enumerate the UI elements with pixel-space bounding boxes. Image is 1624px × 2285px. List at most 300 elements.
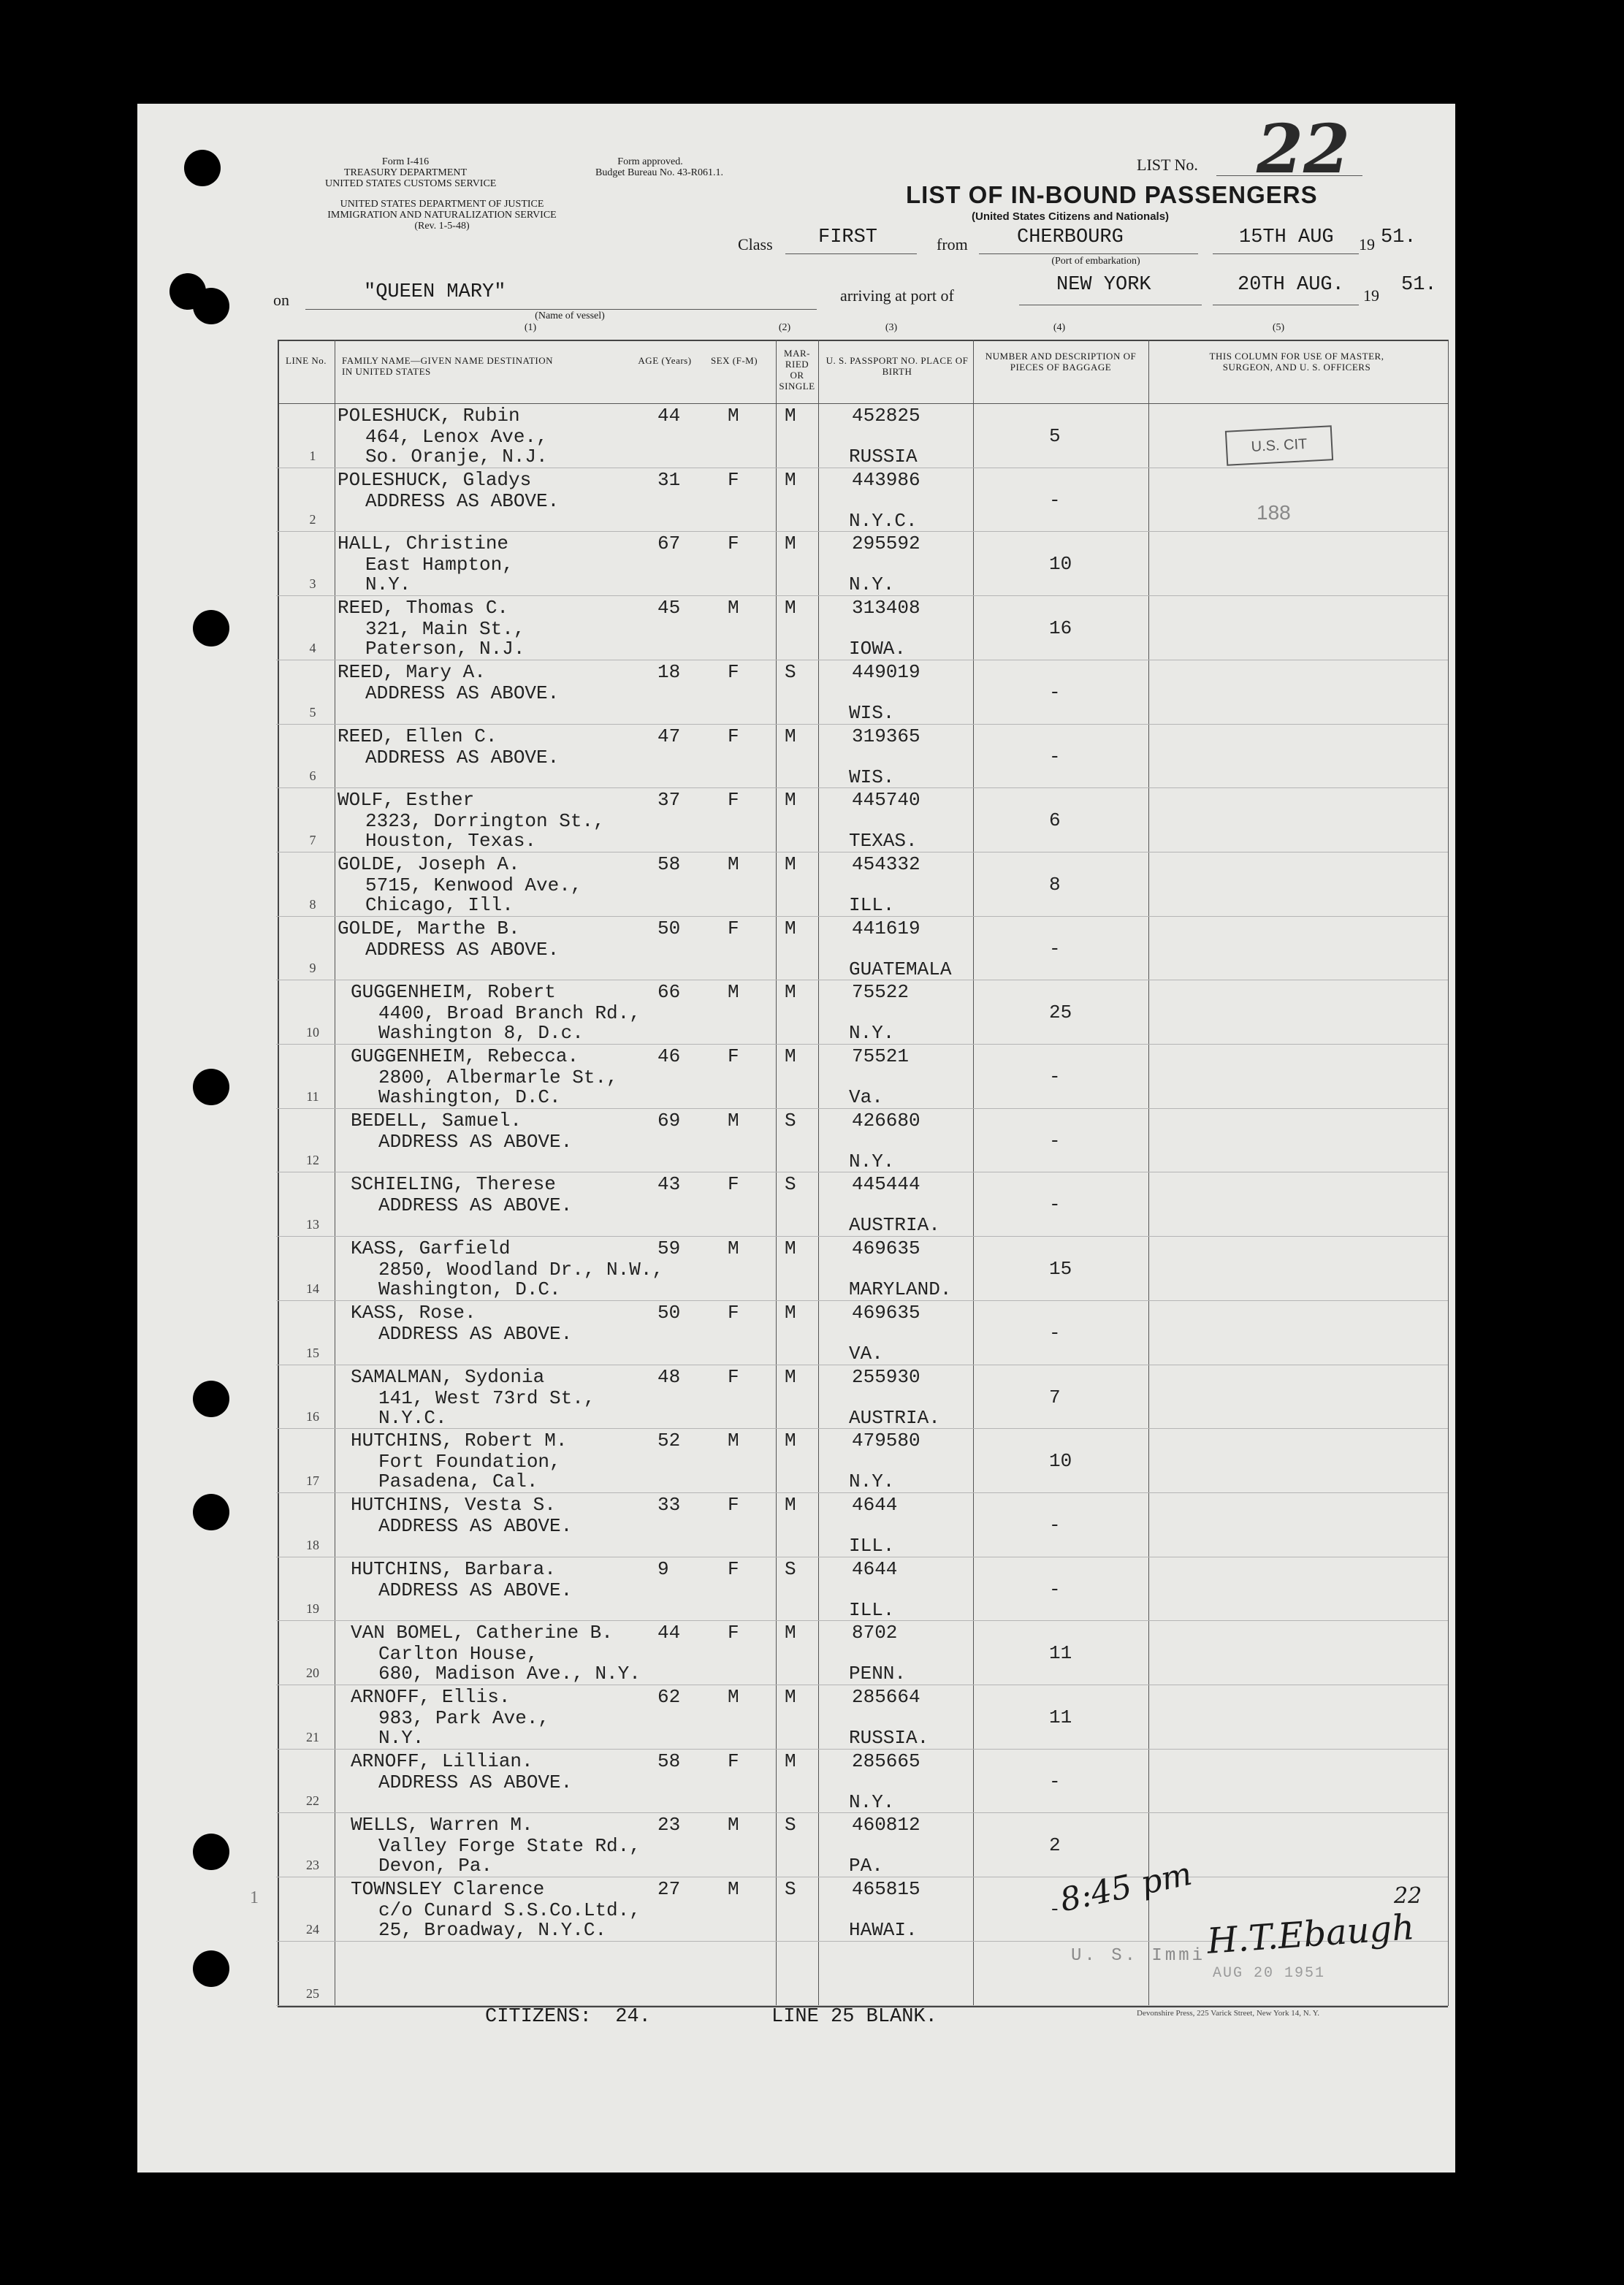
budget-bureau: Budget Bureau No. 43-R061.1. bbox=[595, 167, 723, 178]
passenger-address: Washington, D.C. bbox=[378, 1278, 561, 1300]
passenger-sex: F bbox=[728, 1366, 739, 1388]
passenger-age: 66 bbox=[657, 981, 681, 1003]
passenger-address: N.Y. bbox=[378, 1727, 424, 1749]
place-of-birth: AUSTRIA. bbox=[849, 1407, 940, 1429]
vessel-name: "QUEEN MARY" bbox=[364, 281, 506, 303]
passenger-name: SAMALMAN, Sydonia bbox=[351, 1366, 545, 1388]
passenger-name: GUGGENHEIM, Robert bbox=[351, 981, 556, 1003]
baggage-count: 10 bbox=[1049, 553, 1072, 575]
line-number: 13 bbox=[306, 1217, 319, 1232]
passenger-name: REED, Mary A. bbox=[338, 661, 486, 683]
passenger-address: ADDRESS AS ABOVE. bbox=[378, 1579, 573, 1601]
place-of-birth: WIS. bbox=[849, 766, 895, 788]
passenger-age: 45 bbox=[657, 597, 681, 619]
passenger-address: Fort Foundation, bbox=[378, 1451, 561, 1473]
passenger-sex: F bbox=[728, 1622, 739, 1644]
immigration-stamp: U. S. Immi bbox=[1071, 1946, 1206, 1966]
passenger-age: 23 bbox=[657, 1814, 681, 1836]
line-number: 17 bbox=[306, 1473, 319, 1488]
place-of-birth: WIS. bbox=[849, 702, 895, 724]
passenger-marital: M bbox=[785, 469, 796, 491]
handwritten-number: 22 bbox=[1394, 1883, 1422, 1909]
line-number: 25 bbox=[306, 1986, 319, 2001]
baggage-count: 15 bbox=[1049, 1258, 1072, 1280]
line-number: 5 bbox=[309, 705, 316, 720]
place-of-birth: IOWA. bbox=[849, 638, 907, 660]
header-officers: THIS COLUMN FOR USE OF MASTER, SURGEON, AND U. S. OFFICERS bbox=[1209, 351, 1384, 373]
line-number: 14 bbox=[306, 1281, 319, 1296]
passenger-age: 46 bbox=[657, 1045, 681, 1067]
line-number: 3 bbox=[309, 576, 316, 591]
passenger-sex: F bbox=[728, 1558, 739, 1580]
passenger-address: 464, Lenox Ave., bbox=[365, 426, 548, 448]
baggage-count: 11 bbox=[1049, 1706, 1072, 1728]
passenger-sex: M bbox=[728, 405, 739, 427]
passenger-marital: M bbox=[785, 725, 796, 747]
passenger-age: 47 bbox=[657, 725, 681, 747]
header-name: FAMILY NAME—GIVEN NAME DESTINATION IN UNITED STATES bbox=[342, 355, 554, 377]
passenger-age: 33 bbox=[657, 1494, 681, 1516]
on-label: on bbox=[273, 291, 289, 309]
passenger-name: SCHIELING, Therese bbox=[351, 1173, 556, 1195]
baggage-count: 25 bbox=[1049, 1002, 1072, 1023]
passport-number: 445740 bbox=[852, 789, 920, 811]
passenger-address: Houston, Texas. bbox=[365, 830, 537, 852]
class-value: FIRST bbox=[818, 226, 878, 248]
passenger-name: HUTCHINS, Vesta S. bbox=[351, 1494, 556, 1516]
passenger-marital: S bbox=[785, 1878, 796, 1900]
passenger-marital: M bbox=[785, 981, 796, 1003]
passenger-sex: F bbox=[728, 789, 739, 811]
passenger-address: Washington, D.C. bbox=[378, 1086, 561, 1108]
place-of-birth: N.Y. bbox=[849, 1022, 895, 1044]
passenger-address: 321, Main St., bbox=[365, 618, 525, 640]
passenger-name: GOLDE, Joseph A. bbox=[338, 853, 520, 875]
place-of-birth: PA. bbox=[849, 1855, 883, 1877]
passenger-age: 18 bbox=[657, 661, 681, 683]
passenger-name: HUTCHINS, Robert M. bbox=[351, 1430, 568, 1452]
binder-hole bbox=[193, 1834, 229, 1870]
line-number: 11 bbox=[306, 1089, 319, 1104]
vessel-underline bbox=[305, 309, 817, 310]
col-number: (1) bbox=[524, 322, 537, 333]
passenger-address: Paterson, N.J. bbox=[365, 638, 525, 660]
place-of-birth: HAWAI. bbox=[849, 1919, 918, 1941]
passenger-marital: S bbox=[785, 1814, 796, 1836]
baggage-count: 7 bbox=[1049, 1386, 1061, 1408]
line-number: 16 bbox=[306, 1409, 319, 1424]
line-number: 9 bbox=[309, 961, 316, 975]
baggage-count: - bbox=[1049, 1066, 1061, 1088]
passenger-address: 2850, Woodland Dr., N.W., bbox=[378, 1259, 664, 1281]
side-mark: 1 bbox=[250, 1888, 259, 1907]
passenger-address: Pasadena, Cal. bbox=[378, 1470, 538, 1492]
col-number: (5) bbox=[1272, 322, 1285, 333]
passenger-marital: M bbox=[785, 1302, 796, 1324]
baggage-count: - bbox=[1049, 938, 1061, 960]
passenger-sex: M bbox=[728, 853, 739, 875]
passport-number: 479580 bbox=[852, 1430, 920, 1452]
passport-number: 469635 bbox=[852, 1302, 920, 1324]
passenger-address: 680, Madison Ave., N.Y. bbox=[378, 1663, 641, 1685]
revision: (Rev. 1-5-48) bbox=[414, 221, 470, 232]
passenger-address: 141, West 73rd St., bbox=[378, 1387, 595, 1409]
class-label: Class bbox=[738, 235, 773, 253]
col-number: (2) bbox=[778, 322, 791, 333]
passenger-age: 9 bbox=[657, 1558, 669, 1580]
treasury-dept: TREASURY DEPARTMENT bbox=[343, 167, 468, 178]
place-of-birth: N.Y. bbox=[849, 1791, 895, 1813]
header-sex: SEX (F-M) bbox=[710, 355, 758, 366]
passport-number: 8702 bbox=[852, 1622, 898, 1644]
passenger-address: N.Y.C. bbox=[378, 1407, 447, 1429]
passenger-sex: F bbox=[728, 661, 739, 683]
stamp-number: 188 bbox=[1257, 501, 1291, 524]
passenger-sex: M bbox=[728, 1814, 739, 1836]
depart-date: 15TH AUG bbox=[1239, 226, 1334, 248]
passenger-name: KASS, Garfield bbox=[351, 1237, 511, 1259]
passenger-marital: M bbox=[785, 1750, 796, 1772]
table-header-border bbox=[278, 403, 1448, 404]
baggage-count: 10 bbox=[1049, 1450, 1072, 1472]
passenger-age: 27 bbox=[657, 1878, 681, 1900]
passport-number: 426680 bbox=[852, 1110, 920, 1132]
depart-date-underline bbox=[1213, 253, 1359, 254]
passport-number: 454332 bbox=[852, 853, 920, 875]
passport-number: 313408 bbox=[852, 597, 920, 619]
depart-year: 51. bbox=[1381, 226, 1417, 248]
passenger-sex: M bbox=[728, 1110, 739, 1132]
passenger-age: 50 bbox=[657, 1302, 681, 1324]
passport-number: 75522 bbox=[852, 981, 910, 1003]
col-divider bbox=[818, 340, 819, 2006]
passenger-age: 67 bbox=[657, 533, 681, 554]
passenger-name: WELLS, Warren M. bbox=[351, 1814, 533, 1836]
passenger-sex: F bbox=[728, 1494, 739, 1516]
passenger-name: VAN BOMEL, Catherine B. bbox=[351, 1622, 613, 1644]
line-number: 18 bbox=[306, 1538, 319, 1552]
passenger-sex: M bbox=[728, 1237, 739, 1259]
passenger-address: 2800, Albermarle St., bbox=[378, 1067, 618, 1088]
officer-signature: H.T.Ebaugh bbox=[1205, 1907, 1416, 1962]
baggage-count: - bbox=[1049, 489, 1061, 511]
passenger-address: ADDRESS AS ABOVE. bbox=[378, 1515, 573, 1537]
line-number: 12 bbox=[306, 1153, 319, 1167]
col-number: (4) bbox=[1053, 322, 1066, 333]
passenger-sex: F bbox=[728, 1302, 739, 1324]
passenger-address: ADDRESS AS ABOVE. bbox=[378, 1131, 573, 1153]
vessel-label: (Name of vessel) bbox=[535, 310, 605, 321]
passenger-age: 44 bbox=[657, 1622, 681, 1644]
baggage-count: - bbox=[1049, 1579, 1061, 1601]
baggage-count: - bbox=[1049, 746, 1061, 768]
handwritten-time: 8:45 pm bbox=[1056, 1855, 1195, 1920]
passenger-name: ARNOFF, Ellis. bbox=[351, 1686, 511, 1708]
col-divider bbox=[973, 340, 974, 2006]
passenger-address: ADDRESS AS ABOVE. bbox=[365, 682, 560, 704]
passenger-name: WOLF, Esther bbox=[338, 789, 475, 811]
col-divider bbox=[1448, 340, 1449, 2006]
us-cit-stamp: U.S. CIT bbox=[1225, 425, 1333, 466]
embark-label: (Port of embarkation) bbox=[1051, 256, 1140, 267]
form-approved: Form approved. bbox=[617, 156, 683, 167]
passenger-address: 25, Broadway, N.Y.C. bbox=[378, 1919, 607, 1941]
passenger-name: POLESHUCK, Gladys bbox=[338, 469, 532, 491]
place-of-birth: N.Y. bbox=[849, 1151, 895, 1172]
passenger-age: 58 bbox=[657, 1750, 681, 1772]
row-separator bbox=[276, 916, 1448, 917]
date-stamp: AUG 20 1951 bbox=[1213, 1965, 1326, 1982]
arrive-year: 51. bbox=[1401, 274, 1437, 296]
header-age: AGE (Years) bbox=[638, 355, 692, 366]
passenger-age: 62 bbox=[657, 1686, 681, 1708]
baggage-count: - bbox=[1049, 1771, 1061, 1793]
row-separator bbox=[276, 1044, 1448, 1045]
passenger-age: 50 bbox=[657, 918, 681, 939]
passenger-marital: M bbox=[785, 405, 796, 427]
place-of-birth: AUSTRIA. bbox=[849, 1214, 940, 1236]
baggage-count: - bbox=[1049, 682, 1061, 703]
passport-number: 4644 bbox=[852, 1558, 898, 1580]
col-number: (3) bbox=[885, 322, 898, 333]
form-number: Form I-416 bbox=[381, 156, 430, 167]
passenger-age: 44 bbox=[657, 405, 681, 427]
passenger-address: ADDRESS AS ABOVE. bbox=[378, 1194, 573, 1216]
passenger-marital: M bbox=[785, 918, 796, 939]
binder-hole bbox=[193, 1950, 229, 1987]
arrive-year-prefix: 19 bbox=[1363, 286, 1379, 305]
passenger-marital: M bbox=[785, 1686, 796, 1708]
binder-hole bbox=[193, 1069, 229, 1105]
list-no-value: 22 bbox=[1257, 110, 1351, 188]
justice-dept: UNITED STATES DEPARTMENT OF JUSTICE bbox=[340, 199, 544, 210]
line-number: 22 bbox=[306, 1793, 319, 1808]
passenger-sex: F bbox=[728, 469, 739, 491]
line-number: 24 bbox=[306, 1922, 319, 1937]
from-underline bbox=[979, 253, 1198, 254]
passport-number: 255930 bbox=[852, 1366, 920, 1388]
passenger-address: Washington 8, D.c. bbox=[378, 1022, 584, 1044]
line-number: 8 bbox=[309, 897, 316, 912]
binder-hole bbox=[193, 1494, 229, 1530]
passenger-marital: M bbox=[785, 1045, 796, 1067]
passenger-marital: M bbox=[785, 1430, 796, 1452]
baggage-count: - bbox=[1049, 1322, 1061, 1344]
passenger-marital: M bbox=[785, 1494, 796, 1516]
line-number: 23 bbox=[306, 1858, 319, 1872]
arrival-port: NEW YORK bbox=[1056, 274, 1151, 296]
place-of-birth: ILL. bbox=[849, 1599, 895, 1621]
line-number: 2 bbox=[309, 512, 316, 527]
passenger-marital: M bbox=[785, 789, 796, 811]
passenger-address: ADDRESS AS ABOVE. bbox=[365, 747, 560, 768]
table-top-border bbox=[278, 340, 1448, 341]
row-separator bbox=[276, 1492, 1448, 1493]
passenger-address: ADDRESS AS ABOVE. bbox=[378, 1323, 573, 1345]
passport-number: 469635 bbox=[852, 1237, 920, 1259]
passenger-address: So. Oranje, N.J. bbox=[365, 446, 548, 468]
place-of-birth: N.Y.C. bbox=[849, 510, 918, 532]
passenger-name: REED, Thomas C. bbox=[338, 597, 509, 619]
passenger-marital: M bbox=[785, 597, 796, 619]
arriving-label: arriving at port of bbox=[840, 286, 954, 305]
passenger-sex: M bbox=[728, 981, 739, 1003]
place-of-birth: VA. bbox=[849, 1343, 883, 1365]
passenger-age: 37 bbox=[657, 789, 681, 811]
passenger-marital: M bbox=[785, 533, 796, 554]
passenger-sex: F bbox=[728, 1045, 739, 1067]
place-of-birth: MARYLAND. bbox=[849, 1278, 952, 1300]
passenger-marital: M bbox=[785, 1622, 796, 1644]
passenger-marital: M bbox=[785, 1237, 796, 1259]
passenger-address: Devon, Pa. bbox=[378, 1855, 493, 1877]
passenger-sex: M bbox=[728, 1878, 739, 1900]
place-of-birth: GUATEMALA bbox=[849, 958, 952, 980]
passport-number: 285664 bbox=[852, 1686, 920, 1708]
place-of-birth: TEXAS. bbox=[849, 830, 918, 852]
baggage-count: - bbox=[1049, 1514, 1061, 1536]
passenger-name: KASS, Rose. bbox=[351, 1302, 476, 1324]
passport-number: 295592 bbox=[852, 533, 920, 554]
passport-number: 75521 bbox=[852, 1045, 910, 1067]
form-subtitle: (United States Citizens and Nationals) bbox=[972, 210, 1170, 223]
place-of-birth: N.Y. bbox=[849, 573, 895, 595]
place-of-birth: RUSSIA. bbox=[849, 1727, 929, 1749]
passenger-sex: M bbox=[728, 1430, 739, 1452]
row-separator bbox=[276, 724, 1448, 725]
passport-number: 460812 bbox=[852, 1814, 920, 1836]
passenger-name: GOLDE, Marthe B. bbox=[338, 918, 520, 939]
passenger-address: 2323, Dorrington St., bbox=[365, 810, 605, 832]
passenger-address: ADDRESS AS ABOVE. bbox=[365, 490, 560, 512]
line-number: 7 bbox=[309, 833, 316, 847]
col-divider bbox=[278, 340, 279, 2006]
line-number: 6 bbox=[309, 768, 316, 783]
passenger-marital: S bbox=[785, 661, 796, 683]
header-married: MAR-RIED OR SINGLE bbox=[779, 348, 815, 392]
passenger-sex: F bbox=[728, 1750, 739, 1772]
binder-hole bbox=[193, 1381, 229, 1417]
list-no-label: LIST No. bbox=[1137, 156, 1198, 174]
citizens-total: CITIZENS: 24. bbox=[485, 2006, 651, 2028]
baggage-count: 5 bbox=[1049, 425, 1061, 447]
place-of-birth: PENN. bbox=[849, 1663, 907, 1685]
passenger-marital: M bbox=[785, 1366, 796, 1388]
class-underline bbox=[785, 253, 917, 254]
passport-number: 4644 bbox=[852, 1494, 898, 1516]
baggage-count: 11 bbox=[1049, 1642, 1072, 1664]
passenger-address: 5715, Kenwood Ave., bbox=[365, 874, 582, 896]
passenger-marital: S bbox=[785, 1173, 796, 1195]
from-value: CHERBOURG bbox=[1017, 226, 1124, 248]
passenger-age: 48 bbox=[657, 1366, 681, 1388]
line-number: 4 bbox=[309, 641, 316, 655]
place-of-birth: N.Y. bbox=[849, 1470, 895, 1492]
passenger-sex: M bbox=[728, 597, 739, 619]
passport-number: 449019 bbox=[852, 661, 920, 683]
line-number: 20 bbox=[306, 1666, 319, 1680]
binder-hole bbox=[193, 288, 229, 324]
passenger-address: 983, Park Ave., bbox=[378, 1707, 550, 1729]
passenger-address: Valley Forge State Rd., bbox=[378, 1835, 641, 1857]
passport-number: 465815 bbox=[852, 1878, 920, 1900]
line-number: 10 bbox=[306, 1025, 319, 1039]
baggage-count: - bbox=[1049, 1899, 1061, 1920]
place-of-birth: ILL. bbox=[849, 894, 895, 916]
passenger-sex: F bbox=[728, 725, 739, 747]
arrive-date: 20TH AUG. bbox=[1238, 274, 1344, 296]
passenger-name: ARNOFF, Lillian. bbox=[351, 1750, 533, 1772]
baggage-count: 2 bbox=[1049, 1834, 1061, 1856]
form-title: LIST OF IN-BOUND PASSENGERS bbox=[906, 181, 1318, 208]
passport-number: 452825 bbox=[852, 405, 920, 427]
passenger-age: 58 bbox=[657, 853, 681, 875]
passenger-name: HUTCHINS, Barbara. bbox=[351, 1558, 556, 1580]
passport-number: 285665 bbox=[852, 1750, 920, 1772]
passenger-age: 52 bbox=[657, 1430, 681, 1452]
line-number: 15 bbox=[306, 1346, 319, 1360]
customs-service: UNITED STATES CUSTOMS SERVICE bbox=[325, 178, 497, 189]
passenger-name: GUGGENHEIM, Rebecca. bbox=[351, 1045, 579, 1067]
line-number: 19 bbox=[306, 1601, 319, 1616]
place-of-birth: ILL. bbox=[849, 1535, 895, 1557]
passenger-address: N.Y. bbox=[365, 573, 411, 595]
line-number: 21 bbox=[306, 1730, 319, 1744]
row-separator bbox=[276, 595, 1448, 596]
passport-number: 441619 bbox=[852, 918, 920, 939]
place-of-birth: Va. bbox=[849, 1086, 883, 1108]
baggage-count: - bbox=[1049, 1194, 1061, 1216]
depart-year-prefix: 19 bbox=[1359, 235, 1375, 253]
printer-credit: Devonshire Press, 225 Varick Street, New York 14, N. Y. bbox=[1137, 2009, 1320, 2018]
passenger-age: 31 bbox=[657, 469, 681, 491]
passenger-name: POLESHUCK, Rubin bbox=[338, 405, 520, 427]
baggage-count: 16 bbox=[1049, 617, 1072, 639]
header-baggage: NUMBER AND DESCRIPTION OF PIECES OF BAGGAGE bbox=[985, 351, 1137, 373]
passenger-name: BEDELL, Samuel. bbox=[351, 1110, 522, 1132]
row-separator bbox=[276, 1108, 1448, 1109]
passenger-address: c/o Cunard S.S.Co.Ltd., bbox=[378, 1899, 641, 1921]
passenger-address: 4400, Broad Branch Rd., bbox=[378, 1002, 641, 1024]
row-separator bbox=[276, 1236, 1448, 1237]
line25-note: LINE 25 BLANK. bbox=[771, 2006, 937, 2028]
line-number: 1 bbox=[309, 449, 316, 463]
passenger-sex: M bbox=[728, 1686, 739, 1708]
header-passport: U. S. PASSPORT NO. PLACE OF BIRTH bbox=[826, 355, 969, 377]
passenger-address: Carlton House, bbox=[378, 1643, 538, 1665]
baggage-count: 8 bbox=[1049, 874, 1061, 896]
passenger-name: REED, Ellen C. bbox=[338, 725, 498, 747]
col-divider bbox=[776, 340, 777, 2006]
row-separator bbox=[276, 1749, 1448, 1750]
passport-number: 319365 bbox=[852, 725, 920, 747]
passenger-sex: F bbox=[728, 918, 739, 939]
passenger-address: ADDRESS AS ABOVE. bbox=[378, 1771, 573, 1793]
baggage-count: - bbox=[1049, 1130, 1061, 1152]
passenger-address: East Hampton, bbox=[365, 554, 514, 576]
binder-hole bbox=[184, 150, 221, 186]
passenger-age: 69 bbox=[657, 1110, 681, 1132]
place-of-birth: RUSSIA bbox=[849, 446, 918, 468]
immigration-service: IMMIGRATION AND NATURALIZATION SERVICE bbox=[327, 210, 557, 221]
passport-number: 445444 bbox=[852, 1173, 920, 1195]
passenger-marital: S bbox=[785, 1110, 796, 1132]
from-label: from bbox=[937, 235, 968, 253]
passenger-sex: F bbox=[728, 533, 739, 554]
passenger-address: Chicago, Ill. bbox=[365, 894, 514, 916]
header-line-no: LINE No. bbox=[286, 355, 327, 366]
col-divider bbox=[1148, 340, 1149, 2006]
